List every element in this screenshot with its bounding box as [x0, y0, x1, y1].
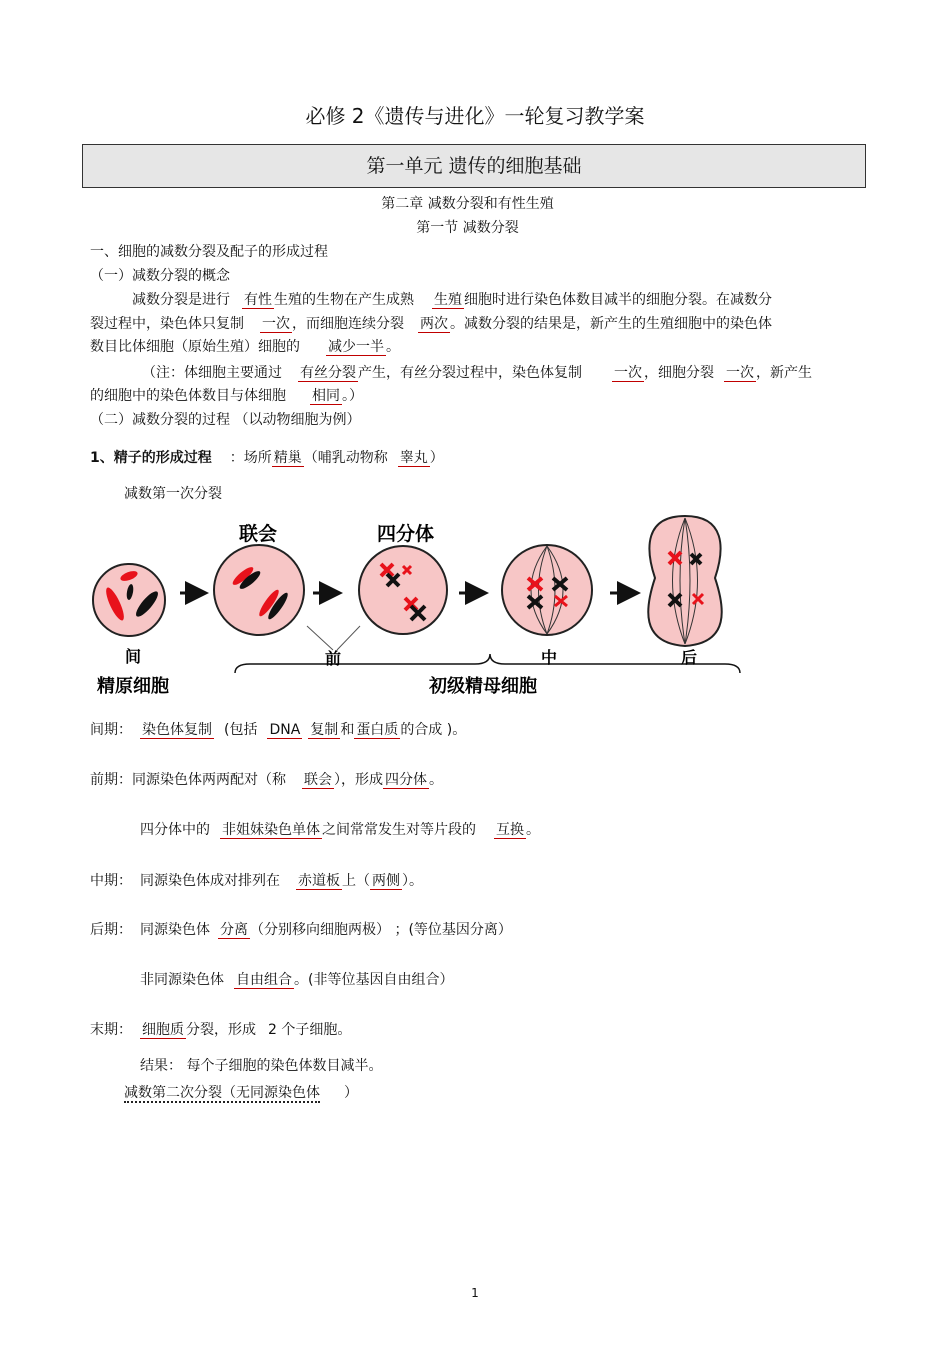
text: 分裂，形成 — [186, 1022, 256, 1038]
stage-brace — [235, 654, 740, 673]
text: （分别移向细胞两极） ；(等位基因分离） — [250, 922, 512, 938]
text: 细胞时进行染色体数目减半的细胞分裂。在减数分 — [464, 292, 772, 308]
label-spermatogonium: 精原细胞 — [97, 676, 169, 697]
text: 。(非等位基因自由组合） — [294, 972, 454, 988]
anaphase-line — [90, 919, 512, 939]
answer-blank: 生殖 — [434, 292, 462, 308]
para2-line2 — [90, 385, 363, 405]
answer-blank: 有性 — [244, 292, 272, 308]
heading-1: 一、细胞的减数分裂及配子的形成过程 — [90, 244, 328, 260]
text: 。 — [386, 339, 400, 355]
prophase-line2 — [140, 819, 540, 839]
label-stage-metaphase: 中 — [541, 648, 558, 667]
text: 之间常常发生对等片段的 — [322, 822, 476, 838]
text: 后期： — [90, 922, 132, 938]
text: 和 — [340, 722, 355, 738]
interphase-line — [90, 719, 466, 739]
text: ） — [429, 450, 444, 466]
anaphase-line2 — [140, 969, 453, 989]
answer-blank: 互换 — [496, 822, 524, 838]
document-title: 必修 2《遗传与进化》一轮复习教学案 — [305, 104, 645, 128]
text: 产生，有丝分裂过程中，染色体复制 — [358, 365, 582, 381]
meiosis2-line — [124, 1082, 358, 1102]
text: ，新产生 — [756, 365, 812, 381]
text: 同源染色体成对排列在 — [140, 873, 280, 889]
label-synapsis: 联会 — [239, 523, 278, 545]
text: （哺乳动物称 — [303, 450, 388, 466]
cell-anaphase — [648, 516, 722, 646]
text: (包括 — [224, 722, 258, 738]
label-stage-anaphase: 后 — [681, 648, 698, 667]
answer-blank: 非姐妹染色单体 — [222, 822, 320, 838]
text: 。 — [429, 772, 443, 788]
text: 四分体中的 — [140, 822, 210, 838]
text: 上（ — [342, 873, 370, 889]
meiosis-diagram — [85, 508, 750, 703]
text: ，细胞分裂 — [644, 365, 714, 381]
label-stage-interphase: 间 — [125, 647, 142, 666]
label-primary-spermatocyte: 初级精母细胞 — [429, 676, 537, 697]
connector-line — [307, 626, 333, 650]
answer-blank: 自由组合 — [236, 972, 292, 988]
text: ）。 — [402, 873, 423, 889]
text: ） — [344, 1085, 358, 1101]
text: 。减数分裂的结果是，新产生的生殖细胞中的染色体 — [450, 316, 772, 332]
answer-blank: 一次 — [614, 365, 642, 381]
label-stage-prophase: 前 — [325, 649, 342, 668]
text: 同源染色体 — [140, 922, 210, 938]
para1-line3 — [90, 336, 400, 356]
heading-concept: （一）减数分裂的概念 — [90, 268, 230, 284]
heading-process: （二）减数分裂的过程 （以动物细胞为例） — [90, 412, 361, 428]
para2-line1 — [142, 362, 812, 382]
text: 数目比体细胞（原始生殖）细胞的 — [90, 339, 300, 355]
cell-metaphase — [502, 545, 592, 635]
para1-line2 — [90, 313, 772, 333]
para1-line1 — [132, 289, 772, 309]
chapter-heading: 第二章 减数分裂和有性生殖 — [381, 196, 554, 212]
prophase-line — [90, 769, 443, 789]
text: 。 — [526, 822, 540, 838]
answer-blank: 一次 — [262, 316, 290, 332]
answer-blank: 分离 — [220, 922, 248, 938]
text: 非同源染色体 — [140, 972, 224, 988]
section-heading: 第一节 减数分裂 — [416, 220, 519, 236]
answer-blank: 减少一半 — [328, 339, 384, 355]
text: 减数分裂是进行 — [132, 292, 230, 308]
answer-blank: 染色体复制 — [142, 722, 212, 738]
answer-blank: 蛋白质 — [356, 722, 399, 738]
cell-tetrad — [359, 546, 447, 634]
sperm-formation-line — [90, 447, 444, 467]
text: 裂过程中，染色体只复制 — [90, 316, 244, 332]
answer-blank: 赤道板 — [298, 873, 340, 889]
text: 间期： — [90, 722, 132, 738]
text: 2 个子细胞。 — [268, 1022, 352, 1038]
text: 生殖的生物在产生成熟 — [274, 292, 414, 308]
telophase-line — [90, 1019, 351, 1039]
text: ，而细胞连续分裂 — [292, 316, 404, 332]
connector-line — [337, 626, 360, 650]
meiosis1-label: 减数第一次分裂 — [124, 486, 222, 502]
text: 减数第二次分裂（无同源染色体 — [124, 1085, 320, 1101]
text: （注：体细胞主要通过 — [142, 365, 282, 381]
result-line: 结果： 每个子细胞的染色体数目减半。 — [140, 1058, 383, 1074]
answer-blank: 联会 — [304, 772, 332, 788]
label-tetrad: 四分体 — [377, 523, 435, 545]
answer-blank: 两次 — [420, 316, 448, 332]
unit-heading-box — [82, 144, 866, 188]
cell-synapsis — [214, 545, 304, 635]
unit-heading: 第一单元 遗传的细胞基础 — [366, 155, 582, 177]
answer-blank: 复制 — [310, 722, 339, 738]
metaphase-line — [90, 870, 423, 890]
text: 的合成 )。 — [400, 722, 467, 738]
answer-blank: 睾丸 — [399, 450, 428, 466]
text: ：场所 — [229, 450, 272, 466]
text: 。） — [342, 388, 363, 404]
text: 的细胞中的染色体数目与体细胞 — [90, 388, 286, 404]
answer-blank: 相同 — [312, 388, 340, 404]
text: 中期： — [90, 873, 132, 889]
text: 末期： — [90, 1022, 132, 1038]
answer-blank: DNA — [269, 722, 301, 738]
answer-blank: 有丝分裂 — [300, 365, 356, 381]
answer-blank: 四分体 — [385, 772, 427, 788]
text: 前期： — [90, 772, 132, 788]
answer-blank: 细胞质 — [142, 1022, 184, 1038]
text: 同源染色体两两配对（称 — [132, 772, 286, 788]
answer-blank: 一次 — [726, 365, 754, 381]
text: 1、精子的形成过程 — [90, 450, 212, 466]
answer-blank: 两侧 — [372, 873, 400, 889]
answer-blank: 精巢 — [273, 450, 302, 466]
text: ），形成 — [334, 772, 383, 788]
page-number: 1 — [471, 1286, 479, 1300]
